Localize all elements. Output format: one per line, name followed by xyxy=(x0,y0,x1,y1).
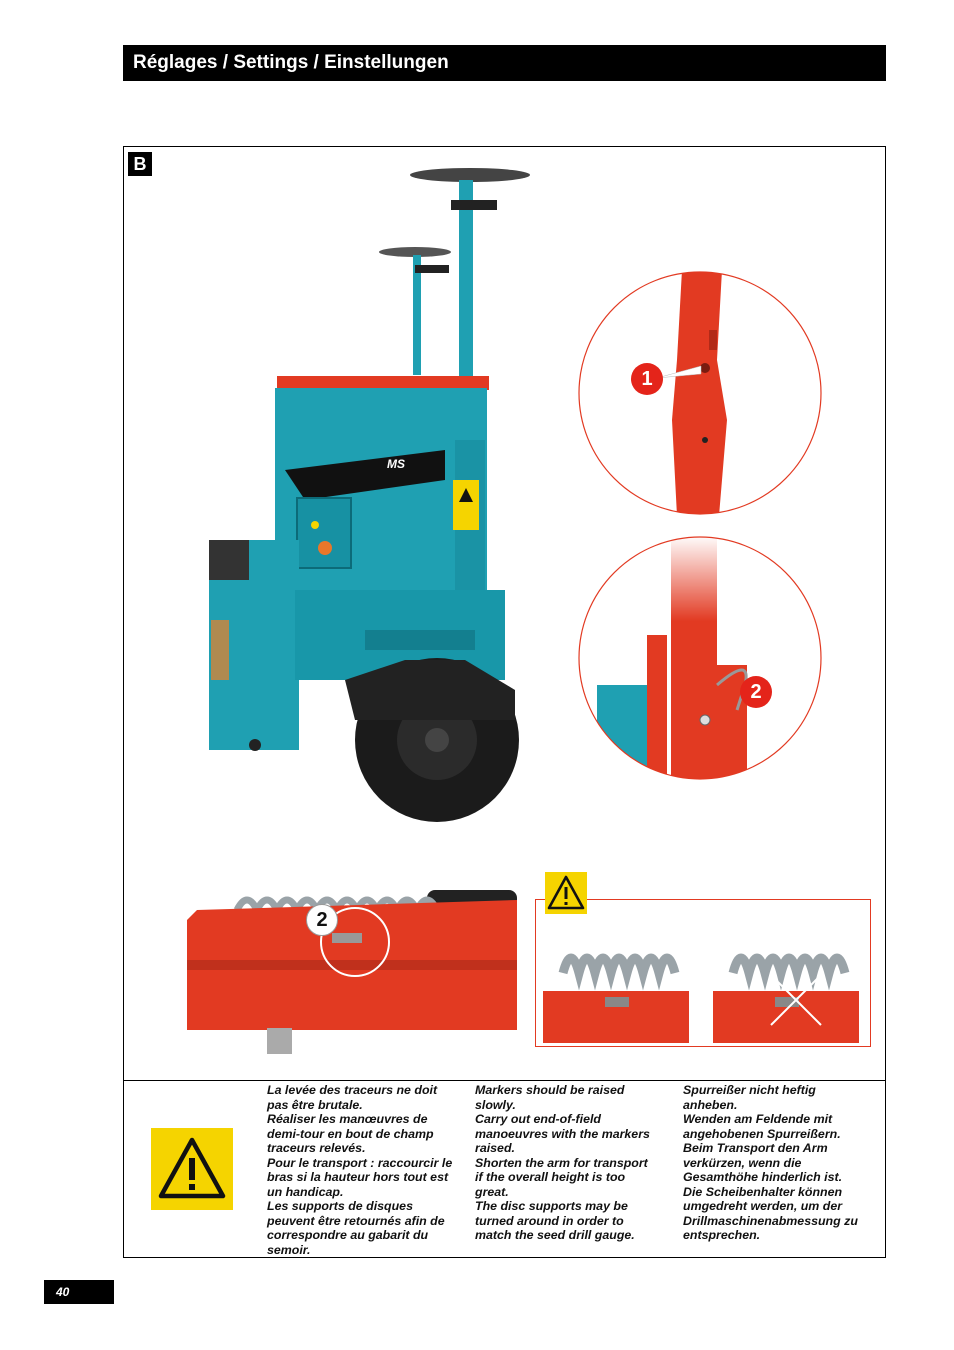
callout-3: 2 xyxy=(306,904,338,936)
page-title: Réglages / Settings / Einstellungen xyxy=(133,52,449,73)
text-column-de xyxy=(683,1083,873,1243)
text-column-fr xyxy=(267,1083,457,1257)
callout-2: 2 xyxy=(740,676,772,708)
section-label: B xyxy=(128,152,152,176)
svg-text:MS: MS xyxy=(387,457,405,471)
text-en-3: Shorten the arm for transport if the overall height is too great. xyxy=(475,1155,648,1199)
warning-icon-small xyxy=(545,872,587,914)
text-fr-4: Les supports de disques peuvent être retournés afin de correspondre au gabarit du semoir. xyxy=(267,1199,445,1257)
text-de-1: Spurreißer nicht heftig anheben. xyxy=(683,1083,816,1112)
text-fr-3: Pour le transport : raccourcir le bras si la hauteur hors tout est un handicap. xyxy=(267,1155,453,1199)
detail-circle-1 xyxy=(577,270,823,516)
text-de-4: Die Scheibenhalter können umgedreht werden, um der Drillmaschinenabmessung zu entsprechen. xyxy=(683,1184,858,1242)
spring-correct-illustration xyxy=(543,933,689,1043)
page-header xyxy=(123,45,886,81)
text-en-2: Carry out end-of-field manoeuvres with the markers raised. xyxy=(475,1112,650,1155)
text-en-4: The disc supports may be turned around in order to match the seed drill gauge. xyxy=(475,1199,635,1242)
callout-1: 1 xyxy=(631,363,663,395)
text-de-2: Wenden am Feldende mit angehobenen Spurreißern. xyxy=(683,1112,841,1141)
spring-incorrect-illustration xyxy=(713,933,859,1043)
text-fr-1: La levée des traceurs ne doit pas être brutale. xyxy=(267,1083,438,1112)
text-column-en xyxy=(475,1083,655,1243)
text-de-3: Beim Transport den Arm verkürzen, wenn die Gesamthöhe hinderlich ist. xyxy=(683,1141,843,1184)
text-en-1: Markers should be raised slowly. xyxy=(475,1083,625,1112)
page-number: 40 xyxy=(44,1280,114,1304)
warning-triangle-icon xyxy=(151,1128,233,1210)
section-divider xyxy=(123,1080,886,1081)
text-fr-2: Réaliser les manœuvres de demi-tour en bout de champ traceurs relevés. xyxy=(267,1112,434,1155)
detail-circle-2 xyxy=(577,535,823,781)
spring-detail-illustration xyxy=(187,860,517,1060)
seed-drill-illustration xyxy=(205,160,535,825)
